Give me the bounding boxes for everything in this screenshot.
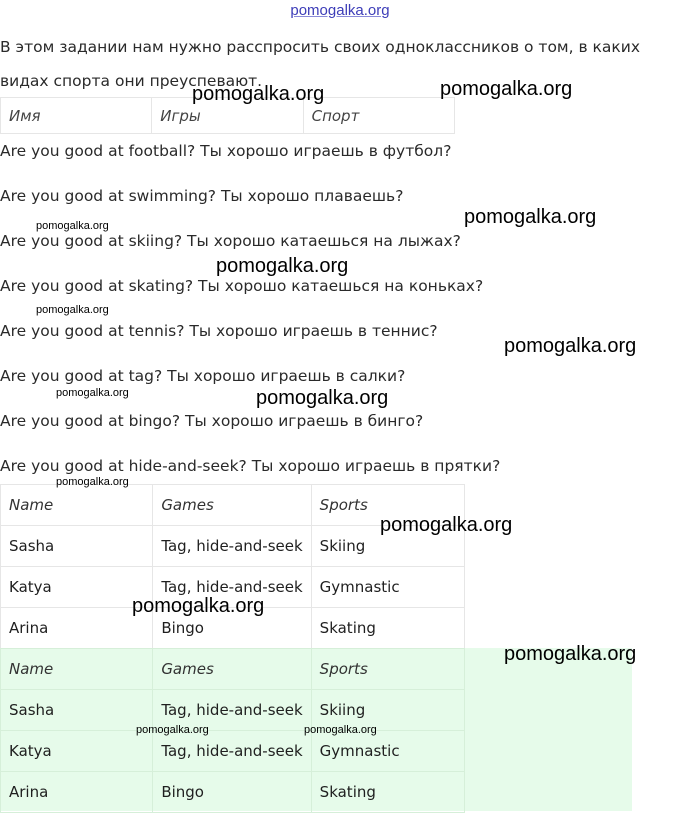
table-row (1, 690, 465, 731)
games-cell: Bingo (153, 608, 311, 649)
watermark: pomogalka.org (504, 335, 637, 357)
sports-cell: Gymnastic (311, 567, 464, 608)
games-cell: Bingo (153, 772, 311, 813)
header-name-cell: Name (1, 649, 153, 690)
watermark: pomogalka.org (132, 595, 265, 617)
question-item: Are you good at tag? Ты хорошо играешь в салки? (0, 367, 406, 385)
watermark: pomogalka.org (440, 78, 573, 100)
sports-cell: Skiing (311, 690, 464, 731)
question-item: Are you good at football? Ты хорошо играешь в футбол? (0, 142, 452, 160)
header-games-cell: Games (153, 649, 311, 690)
watermark: pomogalka.org (56, 387, 129, 399)
header-name-cell: Имя (1, 98, 152, 134)
name-cell: Sasha (1, 690, 153, 731)
header-games-cell: Games (153, 485, 311, 526)
question-item: Are you good at tennis? Ты хорошо играешь в теннис? (0, 322, 438, 340)
watermark: pomogalka.org (464, 206, 597, 228)
name-cell: Katya (1, 567, 153, 608)
watermark: pomogalka.org (136, 724, 209, 736)
question-item: Are you good at skiing? Ты хорошо катаешься на лыжах? (0, 232, 461, 250)
watermark: pomogalka.org (304, 724, 377, 736)
header-sports-cell: Sports (311, 649, 464, 690)
watermark: pomogalka.org (504, 643, 637, 665)
header-name-cell: Name (1, 485, 153, 526)
sports-cell: Skating (311, 608, 464, 649)
question-item: Are you good at hide-and-seek? Ты хорошо играешь в прятки? (0, 457, 501, 475)
highlighted-answers-table (0, 648, 465, 813)
name-cell: Arina (1, 772, 153, 813)
name-cell: Arina (1, 608, 153, 649)
sports-cell: Skating (311, 772, 464, 813)
games-cell: Tag, hide-and-seek (153, 567, 311, 608)
question-item: Are you good at bingo? Ты хорошо играешь в бинго? (0, 412, 424, 430)
table-row (1, 772, 465, 813)
intro-paragraph: В этом задании нам нужно расспросить своих одноклассников о том, в каких видах спорта они преуспевают. (0, 38, 641, 90)
site-header-link[interactable]: pomogalka.org (290, 2, 390, 19)
watermark: pomogalka.org (216, 255, 349, 277)
sports-cell: Gymnastic (311, 731, 464, 772)
games-cell: Tag, hide-and-seek (153, 690, 311, 731)
question-item: Are you good at swimming? Ты хорошо плаваешь? (0, 187, 404, 205)
watermark: pomogalka.org (256, 387, 389, 409)
games-cell: Tag, hide-and-seek (153, 731, 311, 772)
watermark: pomogalka.org (192, 83, 325, 105)
name-cell: Sasha (1, 526, 153, 567)
watermark: pomogalka.org (56, 476, 129, 488)
watermark: pomogalka.org (36, 304, 109, 316)
header-sport-cell: Спорт (303, 98, 454, 134)
watermark: pomogalka.org (36, 220, 109, 232)
table-header-row (1, 649, 465, 690)
question-item: Are you good at skating? Ты хорошо катаешься на коньках? (0, 277, 484, 295)
answers-table (0, 484, 465, 649)
watermark: pomogalka.org (380, 514, 513, 536)
header-sports-cell: Sports (311, 485, 464, 526)
name-cell: Katya (1, 731, 153, 772)
table-row (1, 731, 465, 772)
header-games-cell: Игры (152, 98, 303, 134)
games-cell: Tag, hide-and-seek (153, 526, 311, 567)
sports-cell: Skiing (311, 526, 464, 567)
